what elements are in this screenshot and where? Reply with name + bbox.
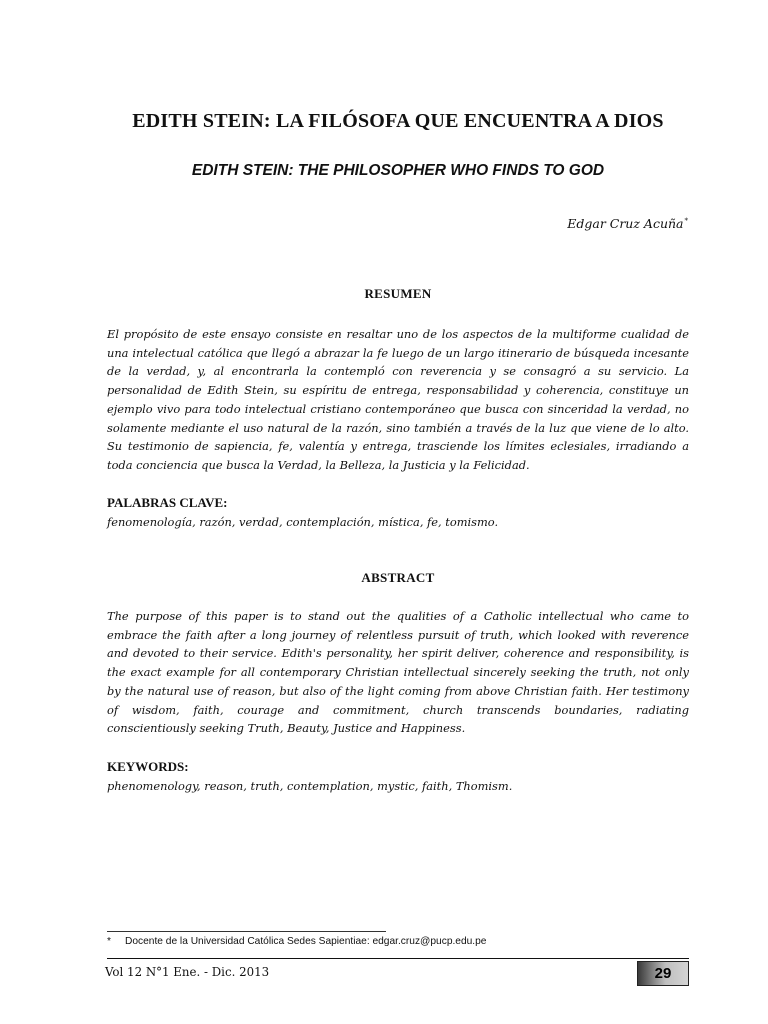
keywords-text: phenomenology, reason, truth, contemplation, mystic, faith, Thomism. (107, 779, 513, 793)
palabras-clave-text: fenomenología, razón, verdad, contemplación, mística, fe, tomismo. (107, 515, 499, 529)
resumen-text: El propósito de este ensayo consiste en resaltar uno de los aspectos de la multiforme cualidad de una intelectual católica que llegó a abrazar la fe luego de un largo itinerario de búsqueda incesante de la verdad, y, al encontrarla la contempló con reverencia y se consagró a su servicio. La personalidad de Edith Stein, su espíritu de entrega, responsabilidad y coherencia, constituye un ejemplo vivo para todo intelectual cristiano contemporáneo que busca con sinceridad la verdad, no solamente mediante el uso natural de la razón, sino también a través de la luz que viene de lo alto. Su testimonio de sapiencia, fe, valentía y entrega, trasciende los límites eclesiales, irradiando a toda conciencia que busca la Verdad, la Belleza, la Justicia y la Felicidad. (107, 327, 689, 472)
author-name: Edgar Cruz Acuña (567, 216, 684, 231)
page-number: 29 (637, 961, 689, 986)
footnote-divider (107, 931, 386, 932)
footnote-text: Docente de la Universidad Católica Sedes Sapientiae: edgar.cruz@pucp.edu.pe (125, 936, 487, 947)
abstract-heading: ABSTRACT (361, 570, 435, 585)
resumen-heading: RESUMEN (364, 286, 432, 301)
footer-divider (107, 958, 689, 959)
abstract-text: The purpose of this paper is to stand out the qualities of a Catholic intellectual who came to embrace the faith after a long journey of relentless pursuit of truth, which looked with reverence and devoted to their service. Edith's personality, her spirit deliver, coherence and responsibility, is the exact example for all contemporary Christian intellectual sincerely seeking the truth, not only by the natural use of reason, but also of the light coming from above Christian faith. Her testimony of wisdom, faith, courage and commitment, church transcends boundaries, radiating conscientiously seeking Truth, Beauty, Justice and Happiness. (107, 609, 689, 736)
article-subtitle: EDITH STEIN: THE PHILOSOPHER WHO FINDS TO GOD (191, 162, 605, 179)
author-line (567, 216, 688, 231)
palabras-clave-heading: PALABRAS CLAVE: (107, 495, 228, 510)
footnote (107, 936, 689, 947)
journal-issue: Vol 12 N°1 Ene. - Dic. 2013 (105, 965, 270, 979)
footnote-mark: * (107, 936, 111, 947)
author-footnote-mark: * (684, 216, 688, 225)
keywords-heading: KEYWORDS: (107, 759, 189, 774)
article-title: EDITH STEIN: LA FILÓSOFA QUE ENCUENTRA A DIOS (132, 110, 664, 132)
